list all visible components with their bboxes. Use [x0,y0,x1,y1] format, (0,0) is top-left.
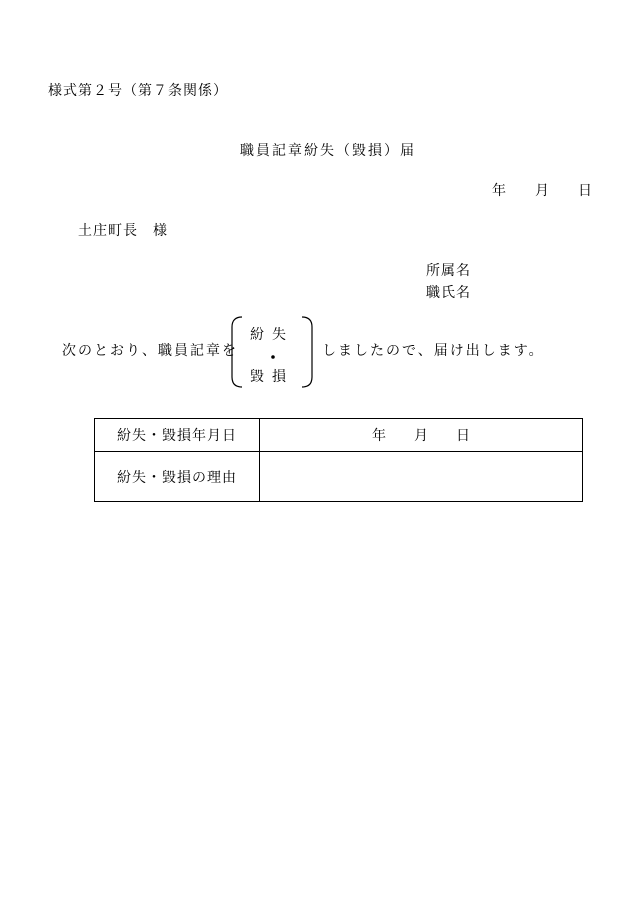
option-lost: 紛失 [250,327,294,343]
table-row [95,419,583,452]
option-damaged: 毀損 [250,369,294,385]
date-day-label: 日 [578,183,593,199]
name-label: 職氏名 [426,285,471,301]
submission-date [492,180,593,200]
option-separator: ・ [265,348,282,367]
loss-date-day: 日 [456,428,470,444]
body-text-prefix: 次のとおり、職員記章を [62,343,238,359]
form-number: 様式第２号（第７条関係） [48,83,228,99]
date-month-label: 月 [535,183,550,199]
table-row [95,452,583,502]
loss-reason-label: 紛失・毀損の理由 [95,452,260,502]
body-text-suffix: しましたので、届け出します。 [322,343,545,359]
loss-reason-field[interactable] [260,452,583,502]
loss-date-field[interactable] [260,419,583,452]
document-title: 職員記章紛失（毀損）届 [240,143,416,159]
affiliation-label: 所属名 [426,263,471,279]
date-year-label: 年 [492,183,507,199]
info-table [94,418,583,502]
addressee: 土庄町長 様 [78,223,168,239]
loss-date-year: 年 [372,428,386,444]
loss-date-month: 月 [414,428,428,444]
loss-date-label: 紛失・毀損年月日 [95,419,260,452]
